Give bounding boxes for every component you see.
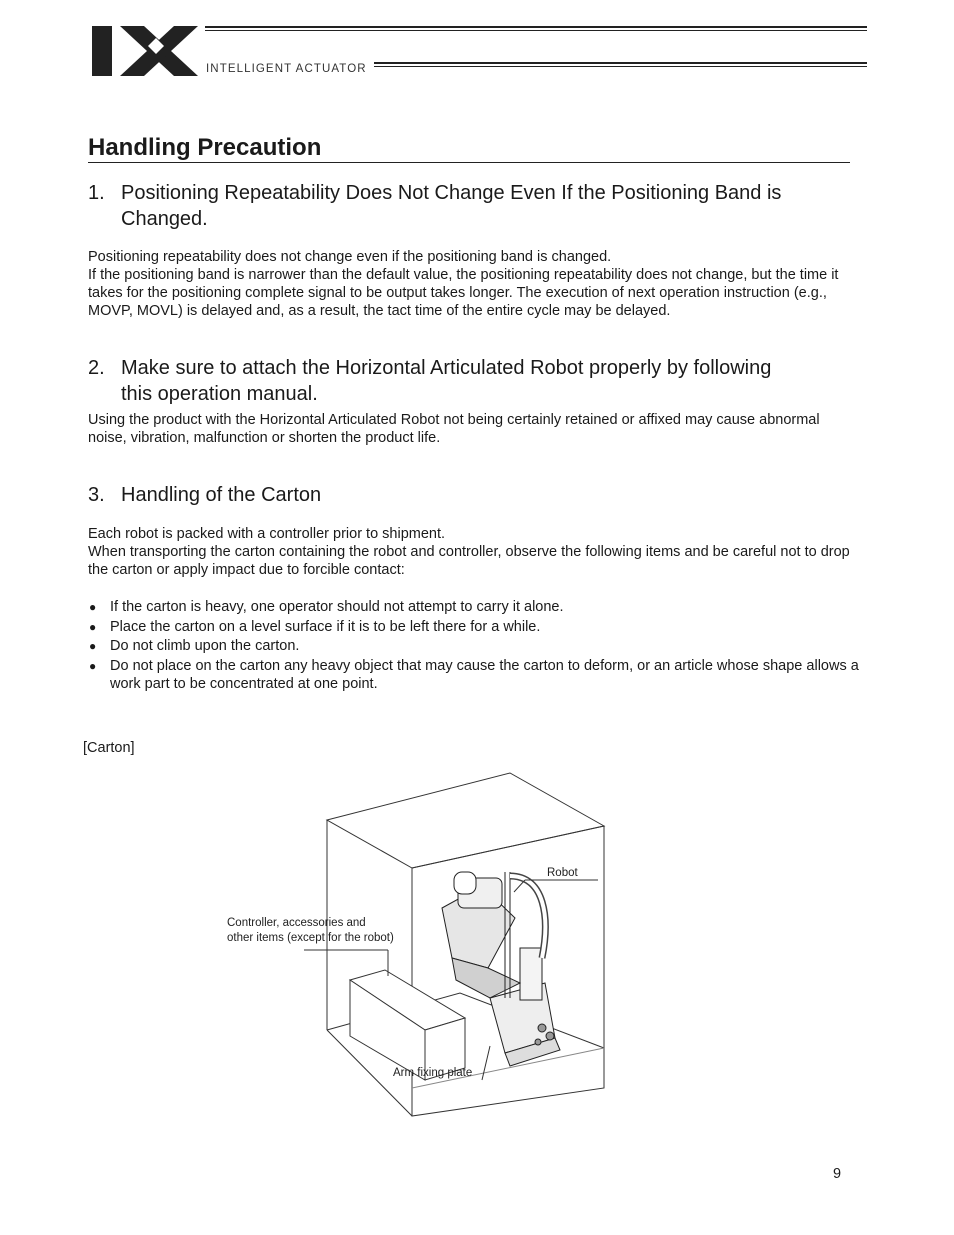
section-number: 2. [88,357,105,379]
paragraph: If the positioning band is narrower than the default value, the positioning repeatability does not change, but the time it takes for the positioning complete signal to be output takes longer. The execution of next operation instruction (e.g., MOVP, MOVL) is delayed and, as a result, the tact time of the entire cycle may be delayed. [88,267,839,319]
list-item [88,618,868,636]
paragraph: Positioning repeatability does not change even if the positioning band is changed. [88,249,612,265]
bullet-icon: ● [89,619,97,634]
section-1-body [88,248,860,320]
section-3-heading [88,482,868,510]
bullet-icon: ● [89,600,97,614]
section-heading-line: Handling of the Carton [121,484,322,506]
list-item-text: Do not climb upon the carton. [110,638,300,654]
section-2-body [88,411,860,447]
carton-illustration [220,768,620,1124]
label-controller-line1: Controller, accessories and [227,917,366,929]
list-item [88,657,868,693]
page-title: Handling Precaution [88,134,850,163]
section-heading-line: this operation manual. [121,383,318,405]
page-number: 9 [833,1166,842,1182]
section-heading-line: Positioning Repeatability Does Not Change Even If the Positioning Band is [121,182,782,204]
carton-bullet-list [88,598,868,694]
section-number: 3. [88,484,105,506]
paragraph: Using the product with the Horizontal Articulated Robot not being certainly retained or affixed may cause abnormal noise, vibration, malfunction or shorten the product life. [88,412,820,446]
paragraph: Each robot is packed with a controller prior to shipment. [88,526,446,542]
label-controller-line2: other items (except for the robot) [227,932,394,944]
list-item [88,637,868,655]
list-item-text: Place the carton on a level surface if it is to be left there for a while. [110,618,541,635]
section-1-heading [88,180,868,234]
section-heading-line: Changed. [121,208,208,230]
section-heading-line: Make sure to attach the Horizontal Articulated Robot properly by following [121,357,772,379]
list-item-text: Do not place on the carton any heavy object that may cause the carton to deform, or an article whose shape allows a work part to be concentrated at one point. [110,657,859,692]
ix-logo [90,24,202,78]
header-rule-top [205,26,867,31]
label-robot: Robot [547,867,578,879]
section-2-heading [88,355,868,409]
label-arm-plate: Arm fixing plate [393,1067,473,1079]
section-number: 1. [88,182,105,204]
paragraph: When transporting the carton containing the robot and controller, observe the following items and be careful not to drop the carton or apply impact due to forcible contact: [88,544,850,578]
list-item [88,598,868,616]
list-item-text: If the carton is heavy, one operator should not attempt to carry it alone. [110,599,564,615]
figure-caption: [Carton] [83,740,135,756]
section-3-body [88,525,860,579]
bullet-icon: ● [89,658,97,673]
brand-name: INTELLIGENT ACTUATOR [206,63,367,75]
header-rule-bottom [374,62,867,67]
bullet-icon: ● [89,639,97,653]
